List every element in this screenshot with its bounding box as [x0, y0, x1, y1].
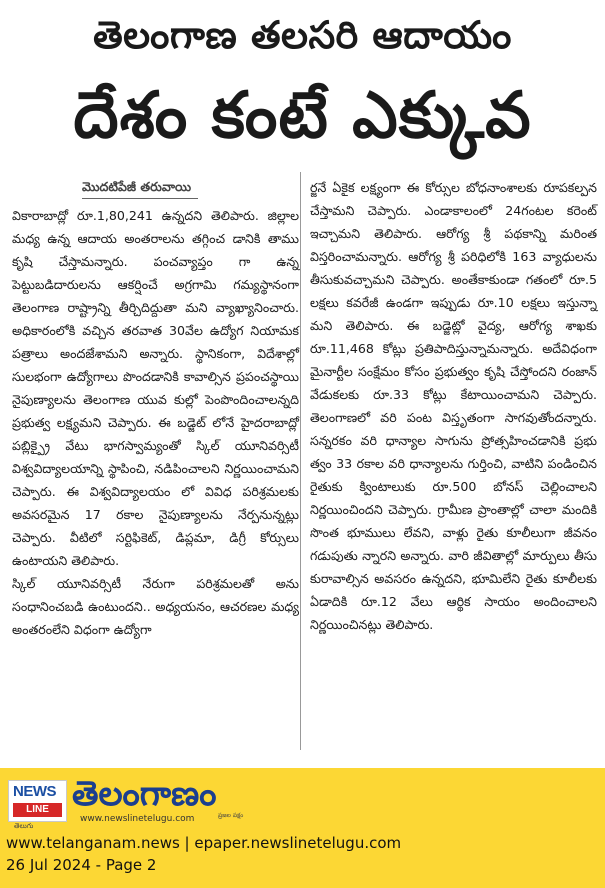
- byline: మొదటిపేజీ తరువాయి: [82, 179, 192, 194]
- logo-tagline: తెలుగు: [14, 822, 34, 830]
- headline-line-2: దేశం కంటే ఎక్కువ: [73, 79, 532, 153]
- left-paragraph-2: స్కిల్ యూనివర్సిటీ నేరుగా పరిశ్రమలతో అను సంధానించబడి ఉంటుందని.. అధ్యయనం, ఆచరణల మధ్య అంతరంలేని విధంగా ఉద్యోగా: [12, 576, 299, 637]
- logo-news-text: NEWS: [13, 783, 56, 800]
- byline-block: [12, 176, 299, 204]
- column-divider: [300, 172, 301, 750]
- footer-date: 26 Jul 2024 - Page 2: [6, 856, 157, 874]
- footer-sites[interactable]: www.telanganam.news | epaper.newslinetelugu.com: [6, 834, 402, 852]
- byline-underline: [82, 198, 198, 199]
- article-column-left: [12, 176, 299, 641]
- right-paragraph-1: ర్జనే ఏకైక లక్ష్యంగా ఈ కోర్సుల బోధనాంశాలకు రూపకల్పన చేస్తామని చెప్పారు. ఎండాకాలంలో 24గంటల కరెంట్ ఇచ్చామని తెలిపారు. ఆరోగ్య శ్రీ పథకాన్ని మరింత విస్తరించామన్నారు. ఆరోగ్య శ్రీ పరిధిలోకి 163 వ్యాధులను తీసుకువచ్చామని చెప్పారు. అంతేకాకుండా గతంలో రూ.5 లక్షలు కవరేజీ ఉండగా ఇప్పుడు రూ.10 లక్షలు ఇస్తున్నా మని తెలిపారు. ఈ బడ్జెట్లో వైద్య, ఆరోగ్య శాఖకు రూ.11,468 కోట్లు ప్రతిపాదిస్తున్నామన్నారు. అదేవిధంగా మైనార్టీల సంక్షేమం కోసం ప్రభుత్వం కృషి చేస్తోందని రంజాన్ వేడుకలకు రూ.33 కోట్లు కేటాయించామని చెప్పారు. తెలంగాణలో వరి పంట విస్తృతంగా సాగవుతోందన్నారు. సన్నరకం వరి ధాన్యాల సాగును ప్రోత్సహించడానికి ప్రభు త్వం 33 రకాల వరి ధాన్యాలను గుర్తించి, వాటిని పండించిన రైతుకు క్వింటాలుకు రూ.500 బోనస్ చెల్లించాలని నిర్ణయించిందని చెప్పారు. గ్రామీణ ప్రాంతాల్లో చాలా మందికి సొంత భూములు లేవని, వాళ్లు రైతు కూలీలుగా జీవనం గడుపుతు న్నారని అన్నారు. వారి జీవితాల్లో మార్పులు తీసు కురావాల్సిన అవసరం ఉన్నదని, భూమిలేని రైతు కూలీలకు ఏడాదికి రూ.12 వేలు ఆర్థిక సాయం అందించాలని నిర్ణయించినట్లు తెలిపారు.: [310, 180, 597, 632]
- headline: [0, 0, 605, 168]
- left-paragraph-1: వికారాబాద్లో రూ.1,80,241 ఉన్నదని తెలిపారు. జిల్లాల మధ్య ఉన్న ఆదాయ అంతరాలను తగ్గించ డానికి తాము కృషి చేస్తామన్నారు. పంచవ్యాప్తం గా ఉన్న పెట్టుబడిదారులను ఆకర్షించే అగ్రగామి గమ్యస్థానంగా తెలంగాణ రాష్ట్రాన్ని తీర్చిదిద్దుతా మని వ్యాఖ్యానించారు. అధికారంలోకి వచ్చిన తరవాత 30వేల ఉద్యోగ నియామక పత్రాలు అందజేశామని అన్నారు. స్థానికంగా, విదేశాల్లో సులభంగా ఉద్యోగాలు పొందడానికి కావాల్సిన ప్రపంచస్థాయి నైపుణ్యాలను తెలంగాణ యువ కుల్లో పెంపొందించాలన్నది ప్రభుత్వ లక్ష్యమని చెప్పారు. ఈ బడ్జెట్ లోనే హైదరాబాద్లో పబ్లిక్ప్రై వేటు భాగస్వామ్యంతో స్కిల్ యూనివర్సిటీ విశ్వవిద్యాలయాన్ని స్థాపించి, నడిపించాలని నిర్ణయించామని చెప్పారు. ఈ విశ్వవిద్యాలయం లో వివిధ పరిశ్రమలకు అవసరమైన 17 రకాల నైపుణ్యాలను నేర్పనున్నట్లు చెప్పారు. వీటిలో సర్టిఫికెట్, డిప్లమా, డిగ్రీ కోర్సులు ఉంటాయని తెలిపారు.: [12, 208, 299, 568]
- newsline-logo[interactable]: [8, 780, 67, 822]
- headline-line-1: తెలంగాణ తలసరి ఆదాయం: [93, 13, 512, 57]
- brand-slogan: ప్రజల పక్షం: [218, 812, 244, 819]
- brand-url[interactable]: www.newslinetelugu.com: [80, 814, 195, 824]
- logo-line-text: LINE: [13, 803, 62, 817]
- footer-banner: [0, 768, 605, 888]
- telanganam-brand[interactable]: తెలంగాణం: [72, 774, 217, 814]
- article-column-right: [310, 176, 597, 636]
